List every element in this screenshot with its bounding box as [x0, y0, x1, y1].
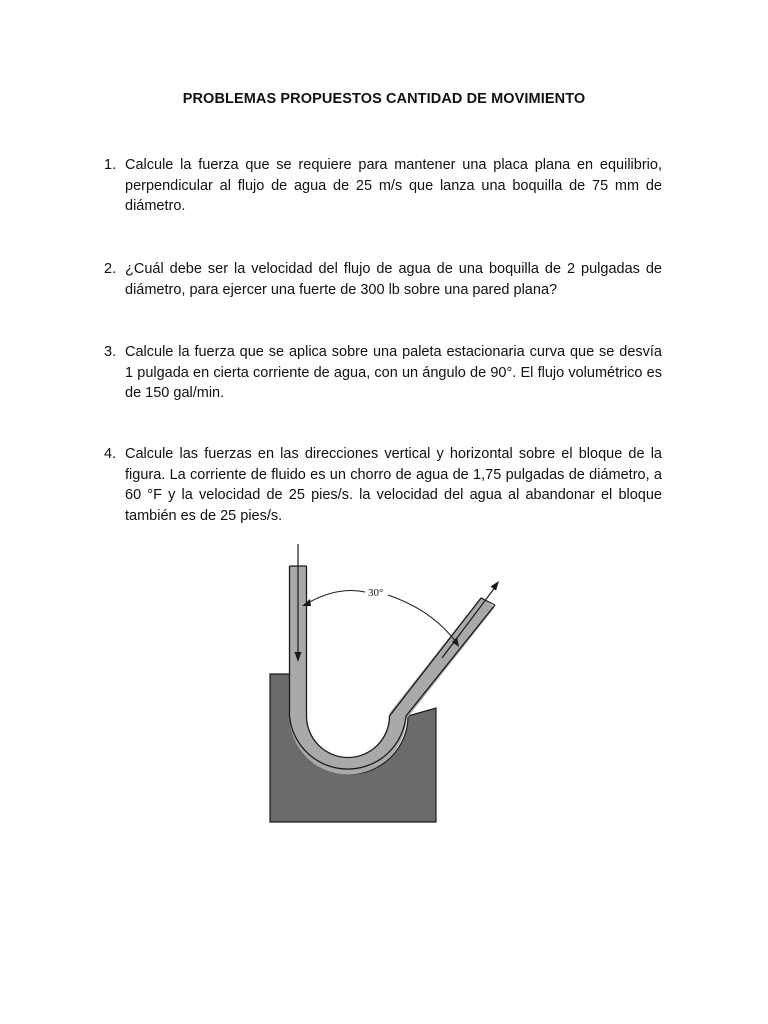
problem-1: [104, 155, 662, 217]
problem-4: [104, 444, 662, 526]
page-title: PROBLEMAS PROPUESTOS CANTIDAD DE MOVIMIENTO: [182, 91, 586, 107]
outflow-arrowhead: [491, 581, 500, 591]
problem-2: [104, 259, 662, 300]
problem-number: 2.: [104, 261, 117, 277]
problem-text: Calcule la fuerza que se aplica sobre una paleta estacionaria curva que se desvía 1 pulgada en cierta corriente de agua, con un ángulo de 90°. El flujo volumétrico es de 150 gal/min.: [125, 344, 662, 401]
problem-text: ¿Cuál debe ser la velocidad del flujo de agua de una boquilla de 2 pulgadas de diámetro, para ejercer una fuerte de 300 lb sobre una pared plana?: [125, 261, 662, 298]
block-jet-figure: [262, 538, 512, 828]
outflow-arrow: [442, 586, 496, 658]
angle-arc: [306, 591, 365, 605]
problem-text: Calcule las fuerzas en las direcciones vertical y horizontal sobre el bloque de la figura. La corriente de fluido es un chorro de agua de 1,75 pulgadas de diámetro, a 60 °F y la velocidad de 25 pies/s. la velocidad del agua al abandonar el bloque también es de 25 pies/s.: [125, 446, 662, 524]
angle-arc: [388, 595, 456, 642]
problem-3: [104, 342, 662, 404]
water-jet: [298, 566, 488, 766]
problem-text: Calcule la fuerza que se requiere para mantener una placa plana en equilibrio, perpendicular al flujo de agua de 25 m/s que lanza una boquilla de 75 mm de diámetro.: [125, 157, 662, 214]
problem-number: 4.: [104, 446, 117, 462]
angle-label: 30°: [368, 587, 384, 599]
problem-number: 3.: [104, 344, 117, 360]
problem-number: 1.: [104, 157, 117, 173]
